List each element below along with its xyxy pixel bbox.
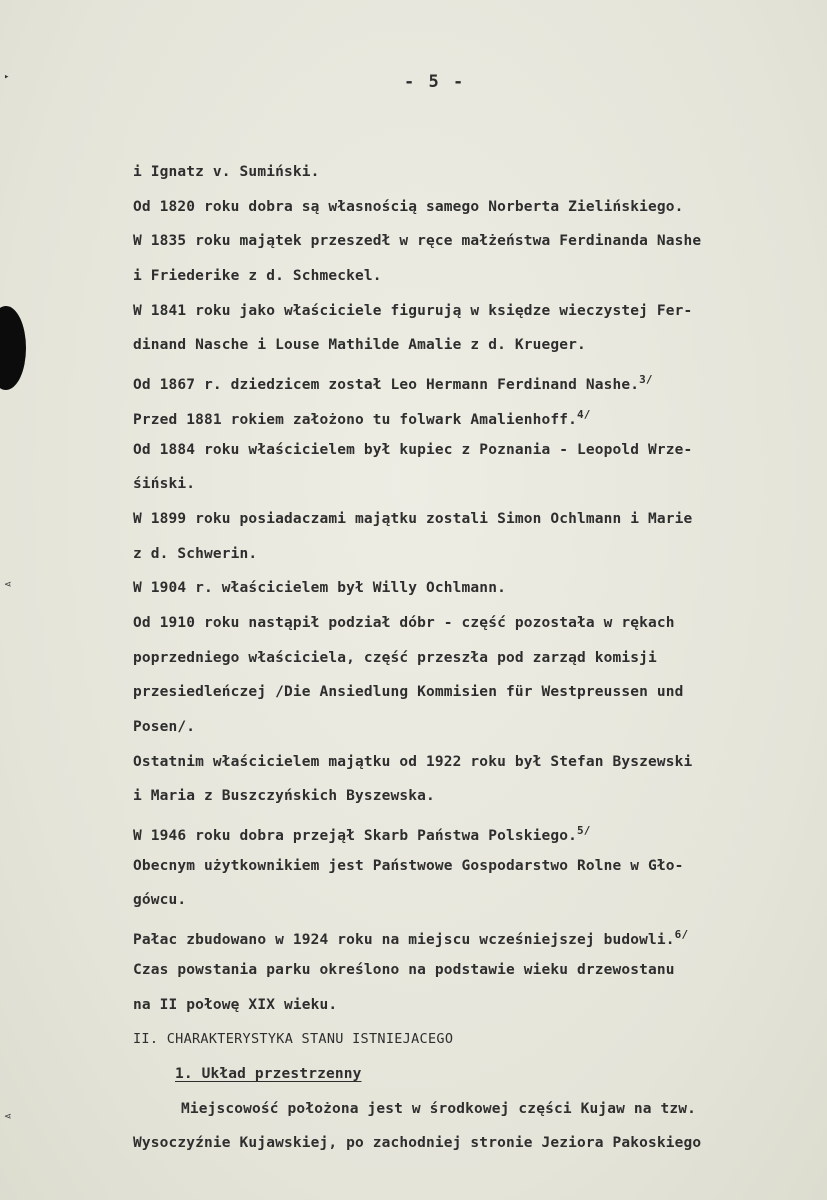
text-line [133, 433, 813, 468]
text-line-content: na II połowę XIX wieku. [133, 996, 338, 1013]
text-line-content: przesiedleńczej /Die Ansiedlung Kommisien für Westpreussen und [133, 684, 684, 701]
text-line [133, 224, 813, 259]
text-line [133, 259, 813, 294]
text-line-content: W 1946 roku dobra przejął Skarb Państwa Polskiego. [133, 828, 577, 845]
footnote-ref: 4/ [577, 407, 591, 421]
text-line-content: z d. Schwerin. [133, 545, 258, 562]
text-line-content: W 1835 roku majątek przeszedł w ręce małżeństwa Ferdinanda Nashe [133, 233, 702, 250]
text-line-content: poprzedniego właściciela, część przeszła pod zarząd komisji [133, 649, 657, 666]
text-line-content: i Maria z Buszczyńskich Byszewska. [133, 788, 435, 805]
text-line [133, 155, 813, 190]
text-line-content: gówcu. [133, 892, 187, 909]
subsection-heading: 1. Układ przestrzenny [175, 1065, 362, 1082]
text-line-content: śiński. [133, 476, 196, 493]
text-line [133, 328, 813, 363]
text-line [133, 190, 813, 225]
text-line-content: W 1841 roku jako właściciele figurują w księdze wieczystej Fer- [133, 302, 693, 319]
text-line [133, 675, 813, 710]
text-line [133, 918, 813, 953]
text-line [133, 294, 813, 329]
text-line-content: Od 1910 roku nastąpił podział dóbr - część pozostała w rękach [133, 614, 675, 631]
text-line [133, 571, 813, 606]
footnote-ref: 5/ [577, 824, 591, 838]
punch-hole-mark [0, 306, 26, 390]
margin-tick-icon: ▸ [4, 72, 10, 82]
text-line-content: Obecnym użytkownikiem jest Państwowe Gospodarstwo Rolne w Gło- [133, 857, 684, 874]
text-line-content: Czas powstania parku określono na podstawie wieku drzewostanu [133, 961, 675, 978]
text-line-content: Pałac zbudowano w 1924 roku na miejscu wcześniejszej budowli. [133, 932, 675, 949]
text-line [133, 849, 813, 884]
text-line [133, 779, 813, 814]
text-line [133, 988, 813, 1023]
text-line-content: W 1904 r. właścicielem był Willy Ochlmann. [133, 580, 506, 597]
footnote-ref: 6/ [674, 928, 689, 942]
section-heading: II. CHARAKTERYSTYKA STANU ISTNIEJACEGO [133, 1031, 454, 1048]
text-line [133, 883, 813, 918]
text-line-content: Od 1884 roku właścicielem był kupiec z Poznania - Leopold Wrze- [133, 441, 693, 458]
text-line [133, 710, 813, 745]
history-lines [133, 155, 813, 1022]
text-line [133, 814, 813, 849]
text-line [133, 363, 813, 398]
text-line [133, 641, 813, 676]
paragraph-line: Wysoczyźnie Kujawskiej, po zachodniej stronie Jeziora Pakoskiego [133, 1135, 702, 1152]
paragraph-line: Miejscowość położona jest w środkowej części Kujaw na tzw. [181, 1100, 697, 1117]
text-line [133, 502, 813, 537]
text-line-content: Posen/. [133, 719, 196, 735]
text-line-content: Ostatnim właścicielem majątku od 1922 roku był Stefan Byszewski [133, 753, 693, 770]
text-line [133, 467, 813, 502]
text-line-content: W 1899 roku posiadaczami majątku zostali Simon Ochlmann i Marie [133, 510, 693, 527]
text-line [133, 745, 813, 780]
text-line-content: Przed 1881 rokiem założono tu folwark Amalienhoff. [133, 411, 577, 428]
text-line [133, 537, 813, 572]
margin-tick-icon: ⋖ [4, 1112, 12, 1122]
margin-tick-icon: ⋖ [4, 580, 12, 590]
text-line [133, 606, 813, 641]
page-number: - 5 - [404, 72, 466, 92]
text-line-content: i Friederike z d. Schmeckel. [133, 268, 382, 285]
text-line [133, 398, 813, 433]
text-line [133, 953, 813, 988]
document-body [133, 155, 813, 1161]
text-line-content: Od 1820 roku dobra są własnością samego Norberta Zielińskiego. [133, 198, 684, 215]
text-line-content: dinand Nasche i Louse Mathilde Amalie z d. Krueger. [133, 337, 586, 354]
footnote-ref: 3/ [639, 373, 653, 387]
text-line-content: i Ignatz v. Sumiński. [133, 164, 320, 180]
text-line-content: Od 1867 r. dziedzicem został Leo Hermann Ferdinand Nashe. [133, 377, 640, 394]
